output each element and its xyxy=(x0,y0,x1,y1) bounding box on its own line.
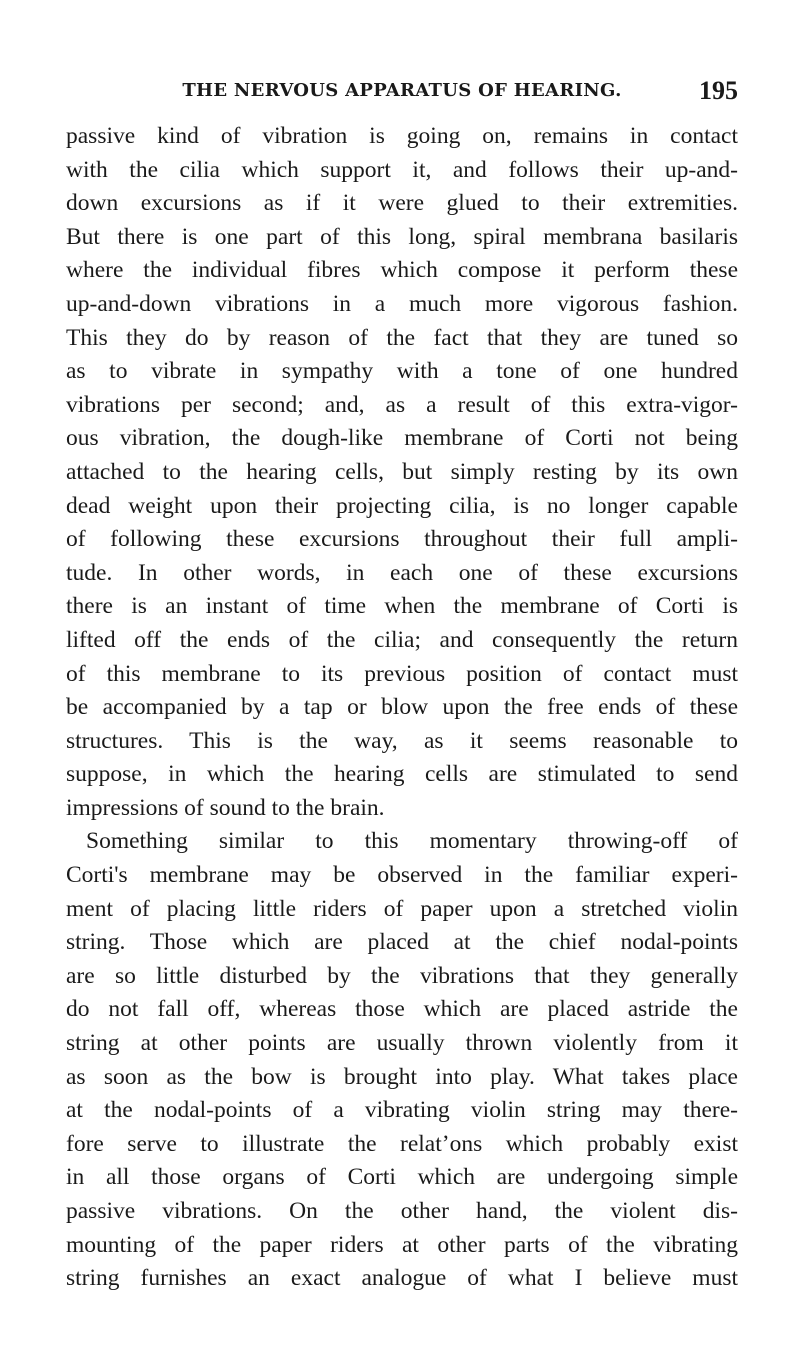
text-line: structures. This is the way, as it seems reasonable to xyxy=(66,727,738,754)
page-number: 195 xyxy=(699,76,738,105)
text-line: impressions of sound to the brain. xyxy=(66,794,385,821)
text-line: with the cilia which support it, and follows their up-and- xyxy=(66,156,738,183)
text-line: string at other points are usually thrown violently from it xyxy=(66,1030,738,1057)
text-line: fore serve to illustrate the relat’ons which probably exist xyxy=(66,1130,738,1157)
text-line: where the individual fibres which compose it perform these xyxy=(66,257,738,284)
paragraph xyxy=(66,825,738,1295)
text-line: do not fall off, whereas those which are placed astride the xyxy=(66,996,738,1023)
text-line: be accompanied by a tap or blow upon the free ends of these xyxy=(66,694,738,721)
text-line: there is an instant of time when the membrane of Corti is xyxy=(66,593,738,620)
text-body xyxy=(66,120,738,1296)
text-line: Something similar to this momentary throwing-off of xyxy=(86,828,738,855)
running-head xyxy=(66,76,738,110)
paragraph xyxy=(66,120,738,825)
text-line: ment of placing little riders of paper upon a stretched violin xyxy=(66,895,738,922)
text-line: down excursions as if it were glued to their extremities. xyxy=(66,190,738,217)
text-line: lifted off the ends of the cilia; and consequently the return xyxy=(66,626,738,653)
text-line: Corti's membrane may be observed in the familiar experi- xyxy=(66,862,738,889)
running-title: THE NERVOUS APPARATUS OF HEARING. xyxy=(182,80,622,101)
text-line: are so little disturbed by the vibrations that they generally xyxy=(66,962,738,989)
text-line: mounting of the paper riders at other parts of the vibrating xyxy=(66,1231,738,1258)
text-line: attached to the hearing cells, but simply resting by its own xyxy=(66,458,738,485)
text-line: This they do by reason of the fact that they are tuned so xyxy=(66,324,738,351)
text-line: as to vibrate in sympathy with a tone of one hundred xyxy=(66,358,738,385)
text-line: tude. In other words, in each one of these excursions xyxy=(66,559,738,586)
text-line: of following these excursions throughout their full ampli- xyxy=(66,526,738,553)
text-line: passive kind of vibration is going on, remains in contact xyxy=(66,123,738,149)
text-line: up-and-down vibrations in a much more vigorous fashion. xyxy=(66,290,738,317)
text-line: string furnishes an exact analogue of what I believe must xyxy=(66,1265,738,1292)
text-line: string. Those which are placed at the chief nodal-points xyxy=(66,929,738,956)
text-line: dead weight upon their projecting cilia, is no longer capable xyxy=(66,492,738,519)
text-line: vibrations per second; and, as a result of this extra-vigor- xyxy=(66,391,738,418)
text-line: in all those organs of Corti which are undergoing simple xyxy=(66,1164,738,1191)
text-line: as soon as the bow is brought into play. What takes place xyxy=(66,1063,738,1090)
text-line: ous vibration, the dough-like membrane of Corti not being xyxy=(66,425,738,452)
text-line: But there is one part of this long, spiral membrana basilaris xyxy=(66,223,738,250)
text-line: at the nodal-points of a vibrating violin string may there- xyxy=(66,1097,738,1124)
text-line: of this membrane to its previous position of contact must xyxy=(66,660,738,687)
text-line: suppose, in which the hearing cells are stimulated to send xyxy=(66,761,738,788)
text-line: passive vibrations. On the other hand, the violent dis- xyxy=(66,1198,738,1224)
